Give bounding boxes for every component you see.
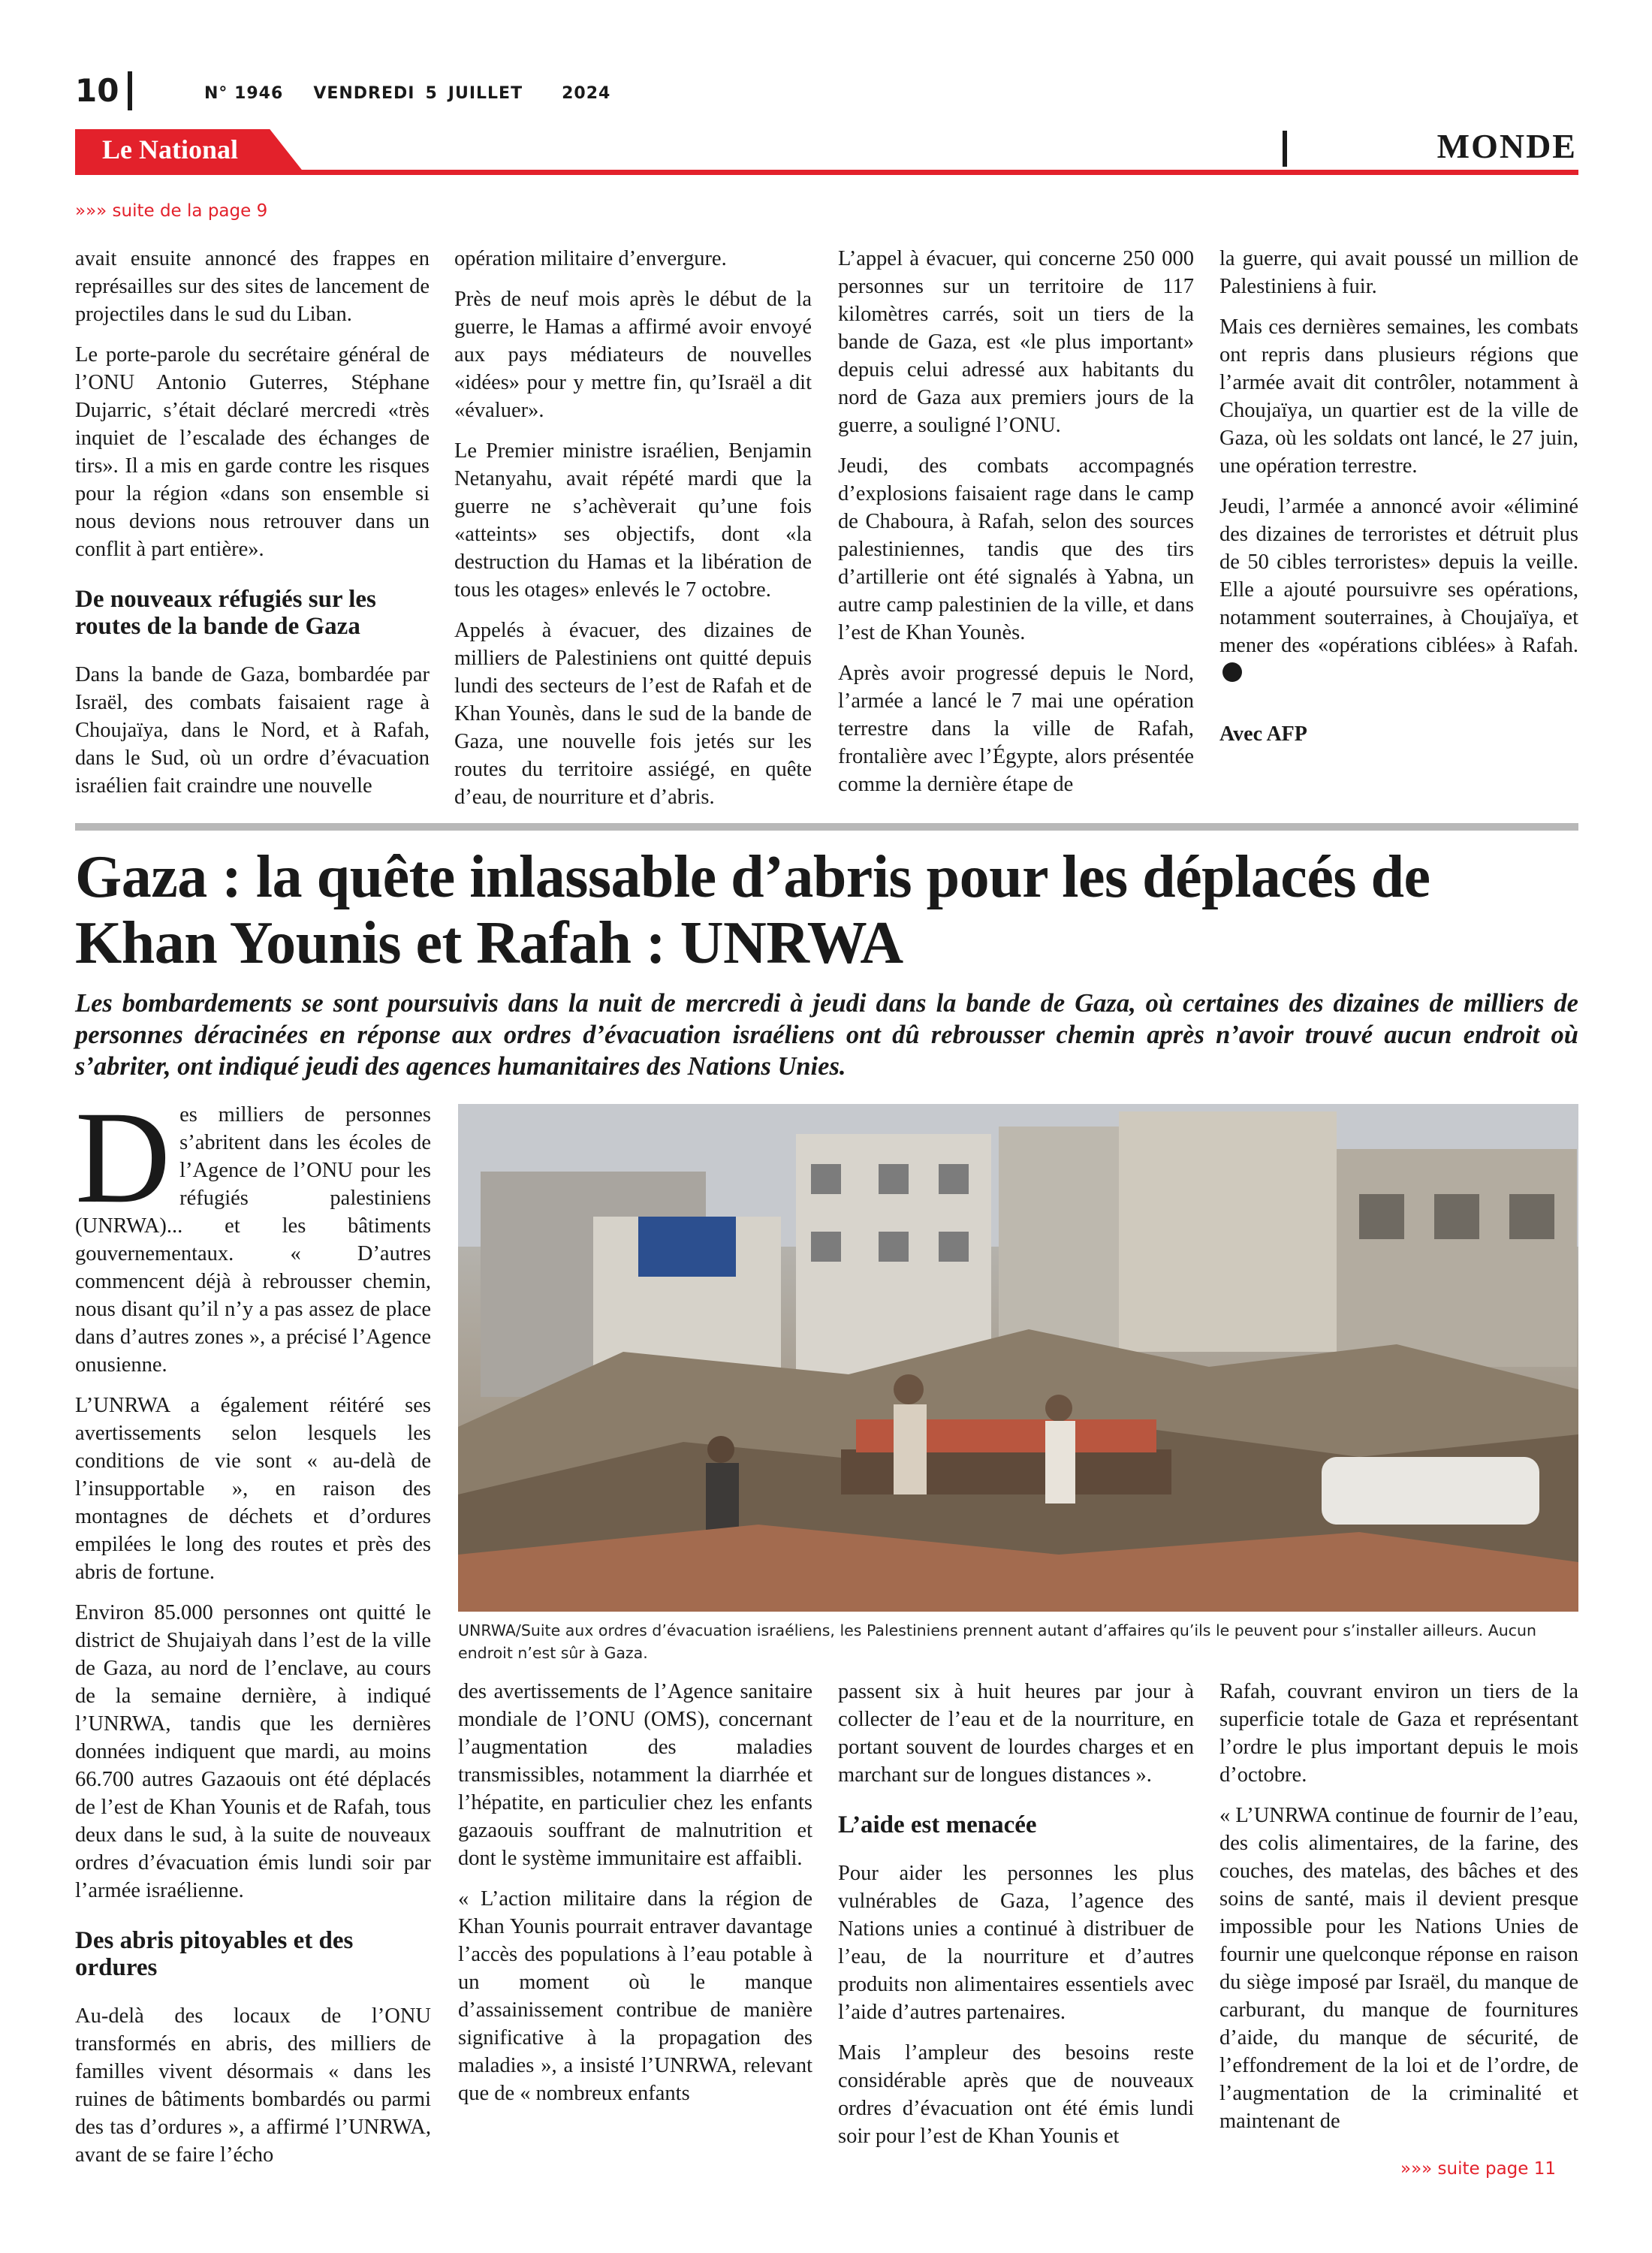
paragraph: Appelés à évacuer, des dizaines de milliers de Palestiniens ont quitté depuis lundi des secteurs de l’est de Rafah et de Khan Younès, dans le sud de la bande de Gaza, une nouvelle fois jetés sur les routes du territoire assiégé, en quête d’eau, de nourriture et d’abris. — [454, 619, 812, 809]
paragraph: la guerre, qui avait poussé un million de Palestiniens à fuir. — [1219, 247, 1578, 298]
section-rubric: MONDE — [1436, 127, 1577, 165]
end-of-article-mark-icon — [1222, 662, 1242, 682]
drop-cap: D — [75, 1084, 171, 1231]
issue-month: JUILLET — [448, 84, 523, 103]
article-column-1 — [75, 1084, 431, 2182]
paragraph: Rafah, couvrant environ un tiers de la superficie totale de Gaza et représentant l’ordre le plus important depuis le mois d’octobre. — [1219, 1680, 1578, 1787]
page-number-divider — [128, 71, 132, 110]
article-column-2 — [458, 1678, 812, 2120]
issue-date-day: 5 — [425, 84, 438, 103]
issue-number: N° 1946 — [204, 84, 284, 103]
article-divider — [75, 823, 1578, 831]
prev-article-column-4 — [1219, 245, 1578, 748]
prev-article-column-2 — [454, 245, 812, 824]
paragraph: Mais l’ampleur des besoins reste considérable après que de nouveaux ordres d’évacuation ont été émis lundi soir pour l’est de Khan Younis et — [838, 2041, 1194, 2148]
paragraph: Jeudi, des combats accompagnés d’explosions faisaient rage dans le camp de Chaboura, à Rafah, selon des sources palestiniennes, tandis que des tirs d’artillerie ont été signalés à Yabna, un autre camp palestinien de la ville, et dans l’est de Khan Younès. — [838, 454, 1194, 644]
paragraph: Mais ces dernières semaines, les combats ont repris dans plusieurs régions que l’armée avait dit contrôler, notamment à Choujaïya, un quartier est de la ville de Gaza, où les soldats ont lancé, le 27 juin, une opération terrestre. — [1219, 315, 1578, 478]
article-column-3 — [838, 1678, 1194, 2163]
article-photo — [458, 1104, 1578, 1612]
header-rule — [75, 170, 1578, 175]
paragraph: Le Premier ministre israélien, Benjamin Netanyahu, avait répété mardi que la guerre ne s’achèverait qu’une fois «atteints» ses objectifs, dont «la destruction du Hamas et la libération de tous les otages» enlevés le 7 octobre. — [454, 439, 812, 602]
subheading: L’aide est menacée — [838, 1811, 1037, 1838]
brand-name: Le National — [102, 134, 239, 164]
paragraph: Dans la bande de Gaza, bombardée par Israël, des combats faisaient rage à Choujaïya, dans le Nord, et à Rafah, dans le Sud, où un ordre d’évacuation israélien fait craindre une nouvelle — [75, 663, 430, 798]
paragraph-text: es milliers de personnes s’abritent dans les écoles de l’Agence de l’ONU pour les réfugiés palestiniens (UNRWA)... et les bâtiments gouvernementaux. « D’autres commencent déjà à rebrousser chemin, nous disant qu’il n’y a pas assez de place dans d’autres zones », a précisé l’Agence onusienne. — [75, 1103, 431, 1377]
article-lead: Les bombardements se sont poursuivis dans la nuit de mercredi à jeudi dans la bande de Gaza, où certaines des dizaines de milliers de personnes déracinées en réponse aux ordres d’évacuation israéliens ont dû rebrousser chemin après n’avoir trouvé aucun endroit où s’abriter, ont indiqué jeudi des agences humanitaires des Nations Unies. — [75, 989, 1578, 1081]
paragraph: Le porte-parole du secrétaire général de l’ONU Antonio Guterres, Stéphane Dujarric, s’était déclaré mercredi «très inquiet de l’escalade des échanges de tirs». Il a mis en garde contre les risques pour la région «dans son ensemble si nous devions nous retrouver dans un conflit à part entière». — [75, 343, 430, 561]
page-number: 10 — [75, 72, 119, 109]
ruins-photo-illustration — [458, 1104, 1578, 1612]
paragraph — [1219, 493, 1578, 687]
rubric-divider — [1283, 131, 1287, 167]
paragraph-text: Jeudi, l’armée a annoncé avoir «éliminé des dizaines de terroristes et détruit plus de 50 cibles terroristes» depuis la veille. Elle a ajouté poursuivre ses opérations, notamment souterraines, à Choujaïya, et mener des «opérations ciblées» à Rafah. — [1219, 495, 1578, 657]
issue-day: VENDREDI — [313, 84, 415, 103]
paragraph: des avertissements de l’Agence sanitaire mondiale de l’ONU (OMS), concernant l’augmentation des maladies transmissibles, notamment la diarrhée et l’hépatite, en particulier chez les enfants gazaouis souffrant de malnutrition et dont le système immunitaire est affaibli. — [458, 1680, 812, 1870]
paragraph: Environ 85.000 personnes ont quitté le district de Shujaiyah dans l’est de la ville de Gaza, au nord de l’enclave, au cours de la semaine dernière, à indiqué l’UNRWA, tandis que les dernières données indiquent que mardi, au moins 66.700 autres Gazaouis ont été déplacés de l’est de Khan Younis et de Rafah, tous deux dans le sud, à la suite de nouveaux ordres d’évacuation émis lundi soir par l’armée israélienne. — [75, 1601, 431, 1902]
prev-article-column-1 — [75, 245, 430, 813]
issue-year: 2024 — [562, 84, 611, 103]
paragraph: Pour aider les personnes les plus vulnérables de Gaza, l’agence des Nations unies a continué à distribuer de l’eau, de la nourriture et d’autres produits non alimentaires essentiels avec l’aide d’autres partenaires. — [838, 1862, 1194, 2024]
article-headline: Gaza : la quête inlassable d’abris pour les déplacés de Khan Younis et Rafah : UNRWA — [75, 844, 1430, 976]
paragraph: « L’UNRWA continue de fournir de l’eau, des colis alimentaires, de la farine, des couches, des matelas, des bâches et des soins de santé, mais il devient presque impossible pour les Nations Unies de fournir une quelconque réponse en raison du siège imposé par Israël, du manque de carburant, du manque de fournitures d’aide, du manque de sécurité, de l’effondrement de la loi et de l’ordre, de l’augmentation de la criminalité et maintenant de — [1219, 1804, 1578, 2133]
paragraph: Au-delà des locaux de l’ONU transformés en abris, des milliers de familles vivent désormais « dans les ruines de bâtiments bombardés ou parmi des tas d’ordures », a affirmé l’UNRWA, avant de se faire l’écho — [75, 2004, 431, 2167]
paragraph: L’appel à évacuer, qui concerne 250 000 personnes sur un territoire de 117 kilomètres carrés, soit un tiers de la bande de Gaza, est «le plus important» depuis celui adressé aux habitants du nord de Gaza aux premiers jours de la guerre, a souligné l’ONU. — [838, 247, 1194, 437]
paragraph: opération militaire d’envergure. — [454, 247, 727, 270]
paragraph: avait ensuite annoncé des frappes en représailles sur des sites de lancement de projectiles dans le sud du Liban. — [75, 247, 430, 326]
paragraph: « L’action militaire dans la région de Khan Younis pourrait entraver davantage l’accès des populations à l’eau potable à un moment où le manque d’assainissement contribue de manière significative à la propagation des maladies », a insisté l’UNRWA, relevant que de « nombreux enfants — [458, 1887, 812, 2105]
paragraph: Après avoir progressé depuis le Nord, l’armée a lancé le 7 mai une opération terrestre dans la ville de Rafah, frontalière avec l’Égypte, alors présentée comme la dernière étape de — [838, 662, 1194, 796]
issue-line — [204, 84, 641, 103]
article-column-4 — [1219, 1678, 1578, 2148]
paragraph — [75, 1084, 431, 1379]
continued-on-link[interactable]: »»» suite page 11 — [1400, 2159, 1556, 2179]
paragraph: Près de neuf mois après le début de la guerre, le Hamas a affirmé avoir envoyé aux pays médiateurs de nouvelles «idées» pour y mettre fin, qu’Israël a dit «évaluer». — [454, 288, 812, 422]
prev-article-column-3 — [838, 245, 1194, 811]
article-signoff: Avec AFP — [1219, 722, 1307, 746]
paragraph: L’UNRWA a également réitéré ses avertissements selon lesquels les conditions de vie sont « au-delà de l’insupportable », en raison des montagnes de déchets et d’ordures empilées le long des routes et près des abris de fortune. — [75, 1394, 431, 1584]
photo-caption: UNRWA/Suite aux ordres d’évacuation israéliens, les Palestiniens prennent autant d’affaires qu’ils le peuvent pour s’installer ailleurs. Aucun endroit n’est sûr à Gaza. — [458, 1621, 1536, 1662]
subheading: Des abris pitoyables et des ordures — [75, 1927, 354, 1981]
paragraph: passent six à huit heures par jour à collecter de l’eau et de la nourriture, en portant souvent de lourdes charges et en marchant sur de longues distances ». — [838, 1680, 1194, 1787]
subheading: De nouveaux réfugiés sur les routes de la bande de Gaza — [75, 586, 376, 640]
continued-from-link[interactable]: »»» suite de la page 9 — [75, 201, 268, 221]
